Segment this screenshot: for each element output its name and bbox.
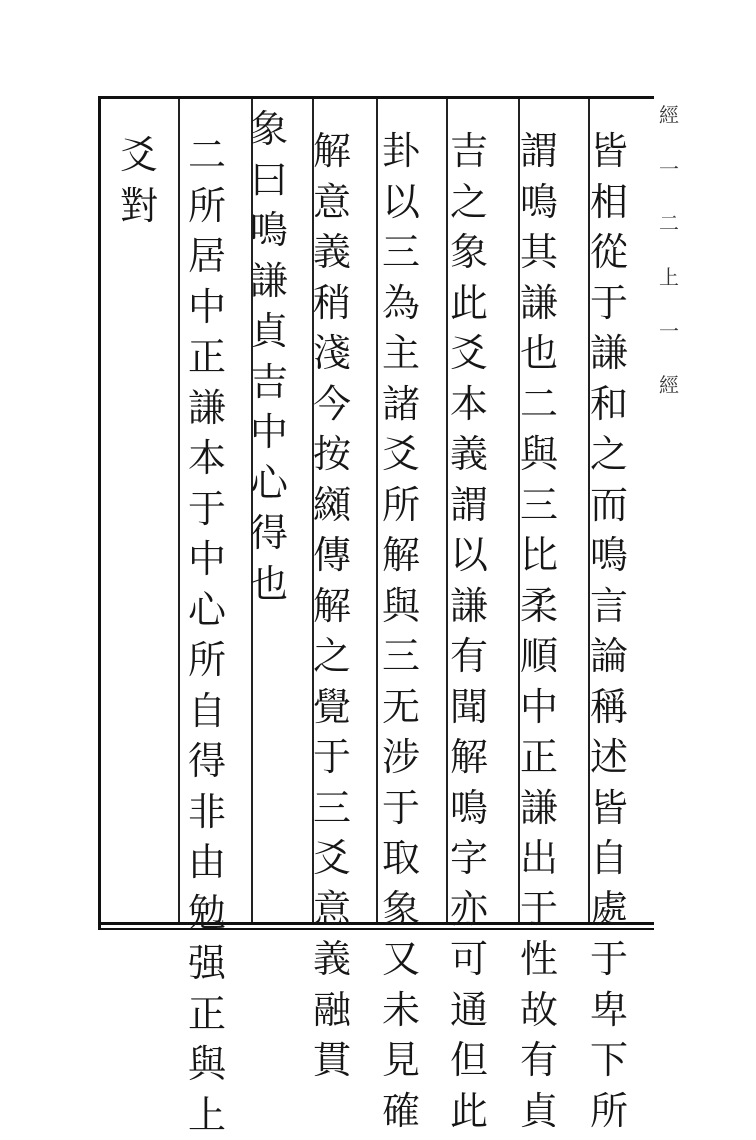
margin-note: 經 ⼀ ⼆ 上 ⼀ 經 xyxy=(659,103,679,397)
text-column-1: 皆 相 從 于 謙 和 之 而 鳴 言 論 稱 述 皆 自 處 于 卑 下 所 xyxy=(589,129,628,1133)
text-column-3: 吉 之 象 此 爻 本 義 謂 以 謙 有 聞 解 鳴 字 亦 可 通 但 此 xyxy=(449,129,488,1133)
text-column-4: 卦 以 三 為 主 諸 爻 所 解 與 三 无 涉 于 取 象 又 未 見 確 xyxy=(381,129,420,1133)
text-column-7: 二 所 居 中 正 謙 本 于 中 心 所 自 得 非 由 勉 强 正 與 上 xyxy=(187,133,226,1137)
text-column-6: 象 曰 鳴 謙 貞 吉 中 心 得 也 xyxy=(249,107,288,606)
text-column-8: 爻 對 xyxy=(119,133,158,228)
text-column-2: 謂 鳴 其 謙 也 二 與 三 比 柔 順 中 正 謙 出 于 性 故 有 貞 xyxy=(519,129,558,1133)
frame-left-rule xyxy=(98,96,101,930)
text-column-5: 解 意 義 稍 淺 今 按 纐 傳 解 之 覺 于 三 爻 意 義 融 貫 xyxy=(312,129,351,1082)
